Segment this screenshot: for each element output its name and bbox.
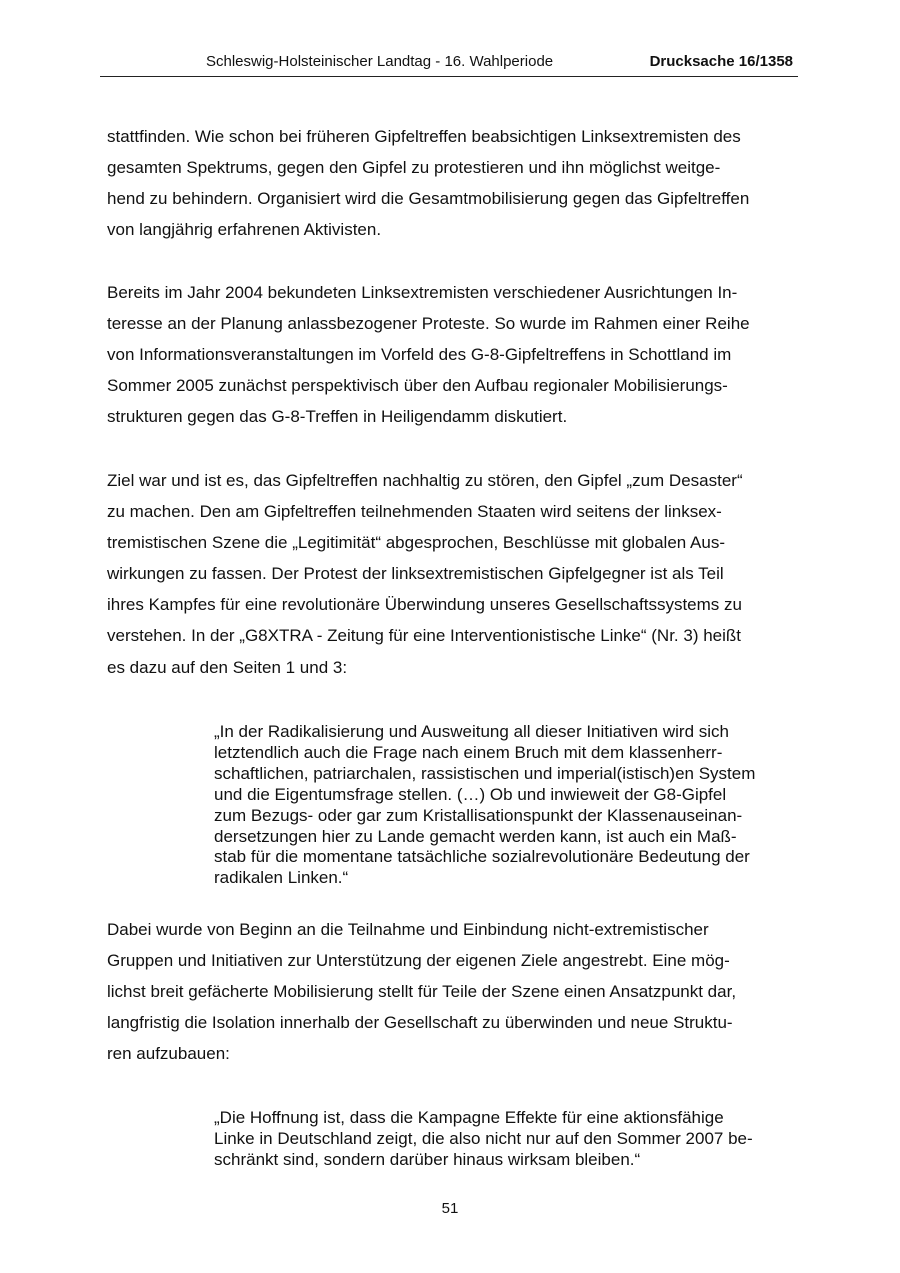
text-line: zu machen. Den am Gipfeltreffen teilnehmenden Staaten wird seitens der linksex- — [107, 502, 722, 522]
text-line: Gruppen und Initiativen zur Unterstützung der eigenen Ziele angestrebt. Eine mög- — [107, 951, 730, 971]
text-line: gesamten Spektrums, gegen den Gipfel zu protestieren und ihn möglichst weitge- — [107, 158, 721, 178]
text-line: ren aufzubauen: — [107, 1044, 230, 1064]
paragraph-4 — [107, 914, 736, 1069]
paragraph-2 — [107, 277, 750, 432]
block-quote-1 — [214, 722, 755, 889]
text-line: stab für die momentane tatsächliche sozialrevolutionäre Bedeutung der — [214, 847, 750, 867]
text-line: Ziel war und ist es, das Gipfeltreffen nachhaltig zu stören, den Gipfel „zum Desaster“ — [107, 471, 743, 490]
text-line: zum Bezugs- oder gar zum Kristallisationspunkt der Klassenauseinan- — [214, 805, 743, 825]
text-line: stattfinden. Wie schon bei früheren Gipfeltreffen beabsichtigen Linksextremisten des — [107, 127, 741, 146]
text-line: teresse an der Planung anlassbezogener Proteste. So wurde im Rahmen einer Reihe — [107, 314, 750, 334]
text-line: Bereits im Jahr 2004 bekundeten Linksextremisten verschiedener Ausrichtungen In- — [107, 283, 738, 302]
text-line: dersetzungen hier zu Lande gemacht werden kann, ist auch ein Maß- — [214, 826, 737, 846]
text-line: strukturen gegen das G-8-Treffen in Heiligendamm diskutiert. — [107, 407, 568, 427]
text-line: und die Eigentumsfrage stellen. (…) Ob und inwieweit der G8-Gipfel — [214, 784, 727, 804]
page-number: 51 — [441, 1200, 459, 1217]
text-line: wirkungen zu fassen. Der Protest der linksextremistischen Gipfelgegner ist als Teil — [107, 564, 724, 584]
block-quote-2 — [214, 1108, 753, 1171]
text-line: verstehen. In der „G8XTRA - Zeitung für eine Interventionistische Linke“ (Nr. 3) heißt — [107, 626, 742, 646]
text-line: hend zu behindern. Organisiert wird die Gesamtmobilisierung gegen das Gipfeltreffen — [107, 189, 750, 209]
header-divider — [100, 76, 798, 77]
text-line: schränkt sind, sondern darüber hinaus wirksam bleiben.“ — [214, 1149, 641, 1169]
text-line: von Informationsveranstaltungen im Vorfeld des G-8-Gipfeltreffens in Schottland im — [107, 345, 732, 365]
text-line: tremistischen Szene die „Legitimität“ abgesprochen, Beschlüsse mit globalen Aus- — [107, 533, 725, 553]
text-line: ihres Kampfes für eine revolutionäre Überwindung unseres Gesellschaftssystems zu — [107, 595, 742, 615]
text-line: Dabei wurde von Beginn an die Teilnahme und Einbindung nicht-extremistischer — [107, 920, 709, 939]
text-line: „In der Radikalisierung und Ausweitung all dieser Initiativen wird sich — [214, 722, 729, 741]
paragraph-3 — [107, 465, 743, 683]
text-line: letztendlich auch die Frage nach einem Bruch mit dem klassenherr- — [214, 742, 723, 762]
paragraph-1 — [107, 121, 749, 245]
document-number: Drucksache 16/1358 — [649, 53, 793, 70]
text-line: schaftlichen, patriarchalen, rassistischen und imperial(istisch)en System — [214, 763, 756, 783]
text-line: von langjährig erfahrenen Aktivisten. — [107, 220, 382, 240]
text-line: Sommer 2005 zunächst perspektivisch über den Aufbau regionaler Mobilisierungs- — [107, 376, 728, 396]
text-line: es dazu auf den Seiten 1 und 3: — [107, 657, 348, 677]
text-line: „Die Hoffnung ist, dass die Kampagne Effekte für eine aktionsfähige — [214, 1108, 724, 1127]
text-line: lichst breit gefächerte Mobilisierung stellt für Teile der Szene einen Ansatzpunkt dar, — [107, 982, 737, 1002]
text-line: radikalen Linken.“ — [214, 868, 349, 888]
text-line: langfristig die Isolation innerhalb der Gesellschaft zu überwinden und neue Struktu- — [107, 1013, 733, 1033]
text-line: Linke in Deutschland zeigt, die also nicht nur auf den Sommer 2007 be- — [214, 1128, 753, 1148]
header-title: Schleswig-Holsteinischer Landtag - 16. Wahlperiode — [206, 53, 554, 70]
